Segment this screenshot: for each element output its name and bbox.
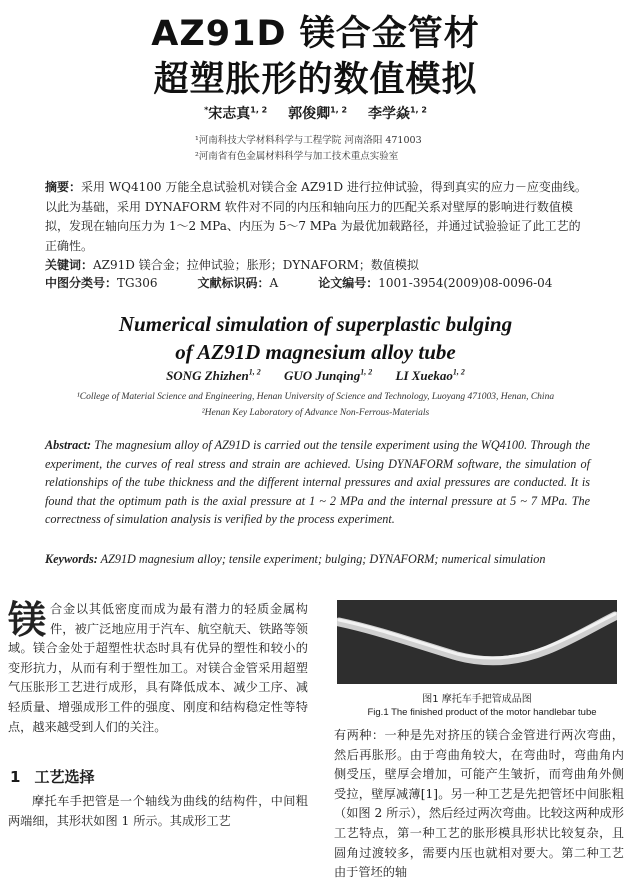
title-cn-line2: 超塑胀形的数值模拟	[153, 60, 478, 100]
affiliation-cn-2: ²河南省有色金属材料科学与加工技术重点实验室	[195, 151, 399, 162]
abstract-en-label: Abstract:	[45, 438, 92, 452]
author-cn-2: 郭俊卿$^{1, 2}$	[288, 105, 348, 122]
author-en-2: GUO Junqing$^{1, 2}$	[284, 368, 373, 384]
body-intro-text: 合金以其低密度而成为最有潜力的轻质金属构件，被广泛地应用于汽车、航空航天、铁路等领域。镁合金处于超塑性状态时具有优异的塑性和较小的变形抗力，从而有利于塑性加工。对镁合金管采用超塑气压胀形工艺进行成形，具有降低成本、减少工序、减轻质量、增强成形工件的强度、刚度和结构稳定性等特点，越来越受到人们的关注。	[8, 602, 308, 734]
section-1-title: 工艺选择	[34, 768, 95, 786]
figure-1-caption-cn: 图1 摩托车手把管成品图	[422, 694, 532, 705]
title-cn-line1: AZ91D 镁合金管材	[151, 14, 480, 54]
body-intro	[8, 600, 308, 737]
abstract-cn-label: 摘要：	[45, 180, 82, 194]
author-en-1: SONG Zhizhen$^{1, 2}$	[166, 368, 261, 384]
doc-label: 文献标识码：	[197, 276, 270, 290]
authors-cn	[0, 103, 631, 123]
section-1-number: 1	[10, 768, 21, 786]
keywords-en-label: Keywords:	[45, 552, 98, 566]
handlebar-tube-figure	[337, 600, 617, 684]
id-value: 1001-3954(2009)08-0096-04	[378, 276, 553, 290]
affiliation-cn-1: ¹河南科技大学材料科学与工程学院 河南洛阳 471003	[195, 135, 422, 146]
keywords-cn-label: 关键词：	[45, 258, 94, 272]
clc-label: 中图分类号：	[45, 276, 118, 290]
keywords-cn-text: AZ91D 镁合金；拉伸试验；胀形；DYNAFORM；数值模拟	[93, 258, 419, 272]
authors-en	[0, 368, 631, 384]
classification-row	[45, 274, 590, 294]
affiliation-en-1: ¹College of Material Science and Engineering, Henan University of Science and Technology, Luoyang 471003, Henan, China	[76, 392, 555, 402]
section-1-heading	[10, 766, 94, 787]
body-right-text: 有两种：一种是先对挤压的镁合金管进行两次弯曲，然后再胀形。由于弯曲角较大，在弯曲时，弯曲角内侧受压，壁厚会增加，可能产生皱折，而弯曲角外侧受拉，壁厚减薄[1]。另一种工艺是先把管坯中间胀粗（如图 2 所示），然后经过两次弯曲。比较这两种成形工艺特点，第一种工艺的胀形模具形状比较复杂，且圆角过渡较多，需要内压也就相对要大。第二种工艺由于管坯的轴	[334, 728, 624, 880]
author-cn-1: *宋志真$^{1, 2}$	[204, 105, 268, 122]
title-en-line2: of AZ91D magnesium alloy tube	[175, 340, 456, 364]
abstract-en-text: The magnesium alloy of AZ91D is carried out the tensile experiment using the WQ4100. Through the experiment, the curves of real stress and strain are achieved. Using DYNAFORM software, the simulation of relationships of the tube thickness and the different internal pressures and axial pressures are conducted. It is found that the optimum path is the axial pressure at 1 ~ 2 MPa and the internal pressure at 5 ~ 7 MPa. The correctness of simulation analysis is verified by the process experiment.	[45, 438, 591, 526]
doc-value: A	[269, 276, 279, 290]
section-1-text: 摩托车手把管是一个轴线为曲线的结构件，中间粗两端细，其形状如图 1 所示。其成形工艺	[8, 794, 308, 828]
figure-1-caption-en: Fig.1 The finished product of the motor handlebar tube	[367, 707, 597, 718]
keywords-en	[45, 550, 590, 569]
abstract-cn-text: 采用 WQ4100 万能全息试验机对镁合金 AZ91D 进行拉伸试验，得到真实的应力－应变曲线。以此为基础，采用 DYNAFORM 软件对不同的内压和轴向压力的匹配关系对壁厚的影响进行数值模拟，发现在轴向压力为 1～2 MPa、内压为 5～7 MPa 为最优加载路径，并通过试验验证了此工艺的正确性。	[45, 180, 587, 253]
abstract-cn	[45, 178, 590, 256]
clc-value: TG306	[117, 276, 158, 290]
author-en-3: LI Xuekao$^{1, 2}$	[395, 368, 465, 384]
dropcap: 镁	[8, 598, 47, 642]
abstract-en	[45, 436, 590, 529]
keywords-en-text: AZ91D magnesium alloy; tensile experiment; bulging; DYNAFORM; numerical simulation	[100, 552, 546, 566]
author-cn-3: 李学焱$^{1, 2}$	[367, 105, 427, 122]
title-en-line1: Numerical simulation of superplastic bulging	[118, 312, 513, 336]
id-label: 论文编号：	[318, 276, 379, 290]
keywords-cn	[45, 256, 590, 276]
figure-1-image	[337, 600, 617, 684]
affiliation-en-2: ²Henan Key Laboratory of Advance Non-Ferrous-Materials	[201, 408, 430, 418]
